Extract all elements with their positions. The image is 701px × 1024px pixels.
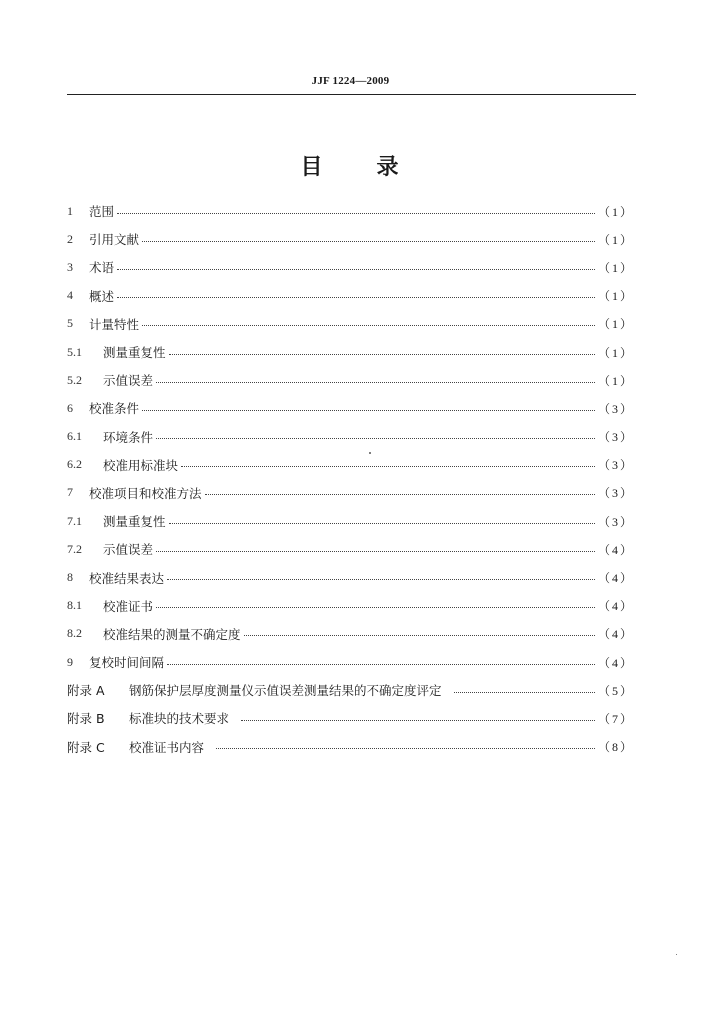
scan-speck [369, 452, 371, 454]
toc-dot-leader [167, 579, 595, 580]
toc-entry[interactable] [67, 282, 634, 310]
toc-dot-leader [169, 354, 595, 355]
standard-code-header: JJF 1224—2009 [311, 75, 390, 87]
toc-entry-number: 5 [67, 316, 73, 331]
toc-entry-page: （7） [597, 711, 634, 726]
toc-entry-label: 概述 [89, 288, 115, 304]
toc-entry-number: 8.1 [67, 598, 82, 613]
toc-dot-leader [216, 748, 595, 749]
toc-entry-label: 复校时间间隔 [89, 655, 165, 671]
toc-entry[interactable] [67, 394, 634, 422]
toc-entry-number: 7.1 [67, 513, 82, 528]
toc-entry-number: 6.1 [67, 429, 82, 444]
toc-entry-label: 示值误差 [103, 373, 154, 389]
toc-dot-leader [142, 241, 595, 242]
toc-entry[interactable] [67, 620, 634, 648]
toc-entry-label: 校准结果的测量不确定度 [103, 626, 241, 642]
toc-entry-page: （1） [597, 345, 634, 360]
toc-dot-leader [156, 382, 595, 383]
toc-entry-page: （4） [597, 542, 634, 557]
toc-entry-page: （1） [597, 373, 634, 388]
toc-entry-page: （5） [597, 683, 634, 698]
toc-title [0, 150, 701, 181]
toc-entry-number: 1 [67, 203, 73, 218]
toc-dot-leader [156, 607, 595, 608]
toc-entry-number: 8.2 [67, 626, 82, 641]
toc-entry-label: 校准项目和校准方法 [89, 485, 202, 501]
toc-entry[interactable] [67, 507, 634, 535]
toc-entry-page: （3） [597, 401, 634, 416]
toc-entry[interactable] [67, 535, 634, 563]
toc-entry[interactable] [67, 451, 634, 479]
toc-entry[interactable] [67, 423, 634, 451]
toc-dot-leader [117, 269, 595, 270]
toc-entry-label: 环境条件 [103, 429, 154, 445]
toc-entry[interactable] [67, 733, 634, 761]
toc-entry[interactable] [67, 366, 634, 394]
toc-entry[interactable] [67, 479, 634, 507]
toc-dot-leader [241, 720, 595, 721]
toc-entry-number: 4 [67, 288, 73, 303]
toc-entry-label: 校准用标准块 [103, 457, 179, 473]
toc-entry-page: （4） [597, 655, 634, 670]
toc-entry-label: 计量特性 [89, 316, 140, 332]
toc-entry-label: 示值误差 [103, 542, 154, 558]
toc-entry-label: 校准证书内容 [129, 739, 205, 755]
toc-dot-leader [181, 466, 595, 467]
toc-entry[interactable] [67, 648, 634, 676]
toc-entry-number: 附录 A [67, 683, 105, 699]
toc-dot-leader [454, 692, 595, 693]
table-of-contents [67, 197, 634, 761]
toc-entry[interactable] [67, 338, 634, 366]
scan-speck [676, 954, 677, 955]
toc-entry-page: （4） [597, 627, 634, 642]
toc-entry-page: （1） [597, 204, 634, 219]
toc-entry-number: 附录 C [67, 739, 105, 755]
toc-dot-leader [156, 551, 595, 552]
toc-entry-page: （1） [597, 289, 634, 304]
toc-dot-leader [142, 410, 595, 411]
toc-entry-label: 引用文献 [89, 232, 140, 248]
toc-entry-label: 钢筋保护层厚度测量仪示值误差测量结果的不确定度评定 [129, 683, 442, 699]
toc-entry-label: 测量重复性 [103, 514, 166, 530]
toc-entry-number: 8 [67, 570, 73, 585]
toc-entry-number: 5.1 [67, 344, 82, 359]
toc-dot-leader [244, 635, 595, 636]
toc-dot-leader [167, 664, 595, 665]
toc-entry[interactable] [67, 563, 634, 591]
toc-dot-leader [156, 438, 595, 439]
toc-title-left-char: 目 [300, 155, 325, 180]
toc-entry-page: （8） [597, 740, 634, 755]
toc-dot-leader [205, 494, 595, 495]
toc-entry-page: （3） [597, 430, 634, 445]
toc-entry-number: 附录 B [67, 711, 105, 727]
toc-entry-label: 校准证书 [103, 598, 154, 614]
toc-entry[interactable] [67, 197, 634, 225]
toc-entry-number: 2 [67, 231, 73, 246]
toc-entry[interactable] [67, 676, 634, 704]
toc-entry-page: （1） [597, 317, 634, 332]
toc-entry-page: （3） [597, 458, 634, 473]
toc-entry-page: （1） [597, 232, 634, 247]
toc-entry[interactable] [67, 310, 634, 338]
toc-entry[interactable] [67, 592, 634, 620]
toc-dot-leader [117, 297, 595, 298]
toc-entry-number: 6.2 [67, 457, 82, 472]
toc-entry[interactable] [67, 704, 634, 732]
toc-entry-label: 术语 [89, 260, 115, 276]
toc-entry-number: 9 [67, 654, 73, 669]
toc-entry[interactable] [67, 253, 634, 281]
toc-title-right-char: 录 [376, 155, 401, 180]
toc-entry-number: 3 [67, 259, 73, 274]
toc-entry-page: （4） [597, 571, 634, 586]
toc-entry-page: （1） [597, 260, 634, 275]
toc-dot-leader [142, 325, 595, 326]
toc-entry-page: （3） [597, 514, 634, 529]
toc-entry-label: 测量重复性 [103, 345, 166, 361]
toc-entry-label: 校准结果表达 [89, 570, 165, 586]
toc-entry-page: （3） [597, 486, 634, 501]
toc-dot-leader [117, 213, 595, 214]
toc-dot-leader [169, 523, 595, 524]
toc-entry-number: 6 [67, 400, 73, 415]
toc-entry-label: 校准条件 [89, 401, 140, 417]
toc-entry-page: （4） [597, 599, 634, 614]
toc-entry-label: 范围 [89, 204, 115, 220]
header-rule [67, 94, 636, 95]
toc-entry-number: 5.2 [67, 372, 82, 387]
toc-entry-number: 7 [67, 485, 73, 500]
toc-entry[interactable] [67, 225, 634, 253]
toc-entry-label: 标准块的技术要求 [129, 711, 230, 727]
toc-entry-number: 7.2 [67, 541, 82, 556]
